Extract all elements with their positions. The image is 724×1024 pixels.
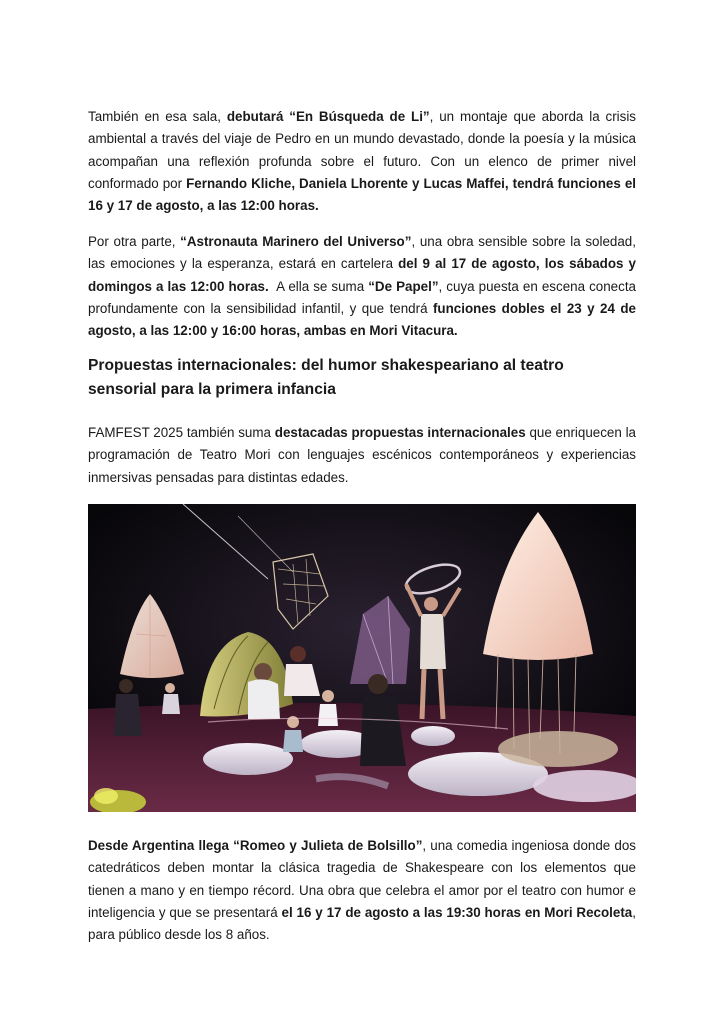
text-run: , una comedia ingeniosa donde dos catedráticos deben montar la clásica tragedia de Shakespeare con los elementos que tienen a mano y en tiempo récord. Una obra que celebra el amor por el teatro con humor e inteligencia y que se presentará xyxy=(88,838,636,920)
section-heading: Propuestas internacionales: del humor shakespeariano al teatro sensorial para la primera infancia xyxy=(88,357,564,398)
bold-run: “Astronauta Marinero del Universo” xyxy=(180,234,412,249)
bold-run: del 9 al 17 de agosto, los sábados y domingos a las 12:00 horas. xyxy=(88,256,637,294)
bold-run: funciones dobles el 23 y 24 de agosto, a las 12:00 y 16:00 horas, ambas en Mori Vitacura. xyxy=(88,300,636,339)
paragraph-romeo-y-julieta xyxy=(88,835,636,946)
paragraph-famfest-internacionales xyxy=(88,422,636,489)
text-run: A ella se suma xyxy=(268,278,369,294)
bold-run: el 16 y 17 de agosto a las 19:30 horas en Mori Recoleta xyxy=(281,904,633,920)
text-run: Por otra parte, xyxy=(88,234,181,249)
bold-run: Fernando Kliche, Daniela Lhorente y Lucas Maffei, tendrá funciones el 16 y 17 de agosto, a las 12:00 horas. xyxy=(88,175,636,214)
paragraph-en-busqueda-de-li xyxy=(88,106,636,217)
text-run: FAMFEST 2025 también suma xyxy=(88,425,275,440)
paragraph-astronauta-de-papel xyxy=(88,231,636,342)
theatre-stage-photo xyxy=(88,504,636,812)
text-run: , para público desde los 8 años. xyxy=(88,904,636,943)
bold-run: debutará “En Búsqueda de Li” xyxy=(226,109,430,124)
bold-run: Desde Argentina llega “Romeo y Julieta de Bolsillo” xyxy=(88,838,423,853)
bold-run: destacadas propuestas internacionales xyxy=(274,425,526,440)
text-run: , un montaje que aborda la crisis ambiental a través del viaje de Pedro en un mundo devastado, donde la poesía y la música acompañan una reflexión profunda sobre el futuro. Con un elenco de primer nivel conformado por xyxy=(88,109,636,191)
text-run: que enriquecen la programación de Teatro Mori con lenguajes escénicos contemporáneos y experiencias inmersivas pensadas para distintas edades. xyxy=(88,425,637,485)
bold-run: “De Papel” xyxy=(368,278,439,294)
text-run: , una obra sensible sobre la soledad, las emociones y la esperanza, estará en cartelera xyxy=(88,234,636,272)
text-run: , cuya puesta en escena conecta profundamente con la sensibilidad infantil, y que tendrá xyxy=(88,278,636,316)
text-run: También en esa sala, xyxy=(88,109,227,124)
